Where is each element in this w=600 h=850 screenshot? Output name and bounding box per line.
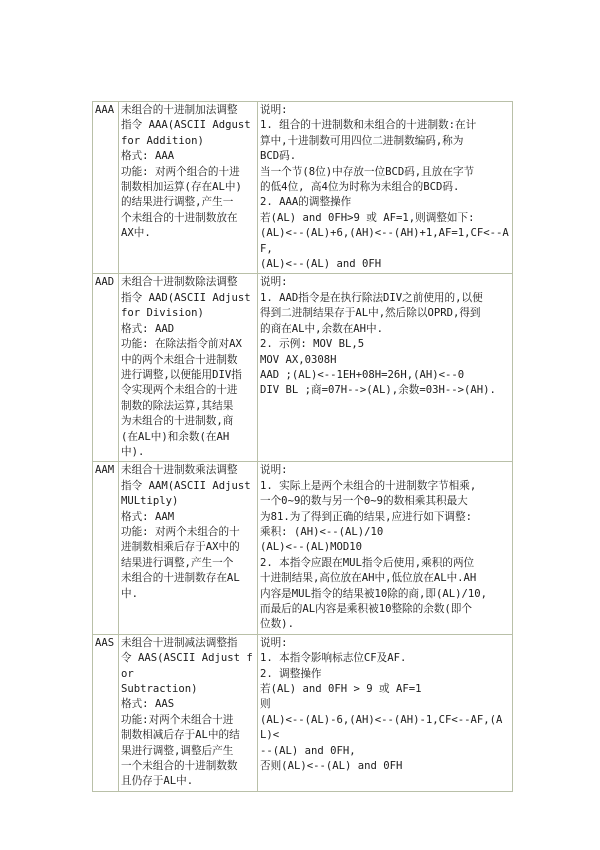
description-line: 进制数相乘后存于AX中的: [121, 541, 240, 554]
notes-line: AAD ;(AL)<--1EH+08H=26H,(AH)<--0: [260, 368, 465, 381]
instruction-notes-cell: [258, 102, 513, 274]
notes-line: 的商在AL中,余数在AH中.: [260, 322, 384, 335]
description-line: Subtraction): [121, 683, 198, 696]
description-line: 一个未组合的十进制数数: [121, 760, 238, 773]
notes-line: 说明:: [260, 464, 288, 477]
notes-line: MOV AX,0308H: [260, 353, 337, 366]
description-line: 指令 AAA(ASCII Adgust: [121, 119, 251, 132]
description-line: 未组合的十进制数存在AL: [121, 572, 240, 585]
notes-line: 得到二进制结果存于AL中,然后除以OPRD,得到: [260, 307, 481, 320]
description-line: 功能: 对两个组合的十进: [121, 165, 240, 178]
description-line: 令 AAS(ASCII Adjust for: [121, 652, 253, 680]
description-line: 功能: 对两个未组合的十: [121, 525, 240, 538]
description-line: 格式: AAM: [121, 510, 175, 523]
description-line: 未组合十进制数除法调整: [121, 276, 238, 289]
notes-line: 若(AL) and 0FH>9 或 AF=1,则调整如下:: [260, 211, 475, 224]
notes-line: 若(AL) and 0FH > 9 或 AF=1: [260, 683, 422, 696]
description-line: for Division): [121, 307, 204, 320]
instruction-code: AAM: [95, 464, 115, 477]
notes-line: 2. 调整操作: [260, 667, 322, 680]
notes-line: 2. 示例: MOV BL,5: [260, 338, 365, 351]
instruction-code: AAD: [95, 276, 115, 289]
notes-line: 说明:: [260, 104, 288, 116]
table-body: [93, 102, 513, 792]
notes-line: 说明:: [260, 276, 288, 289]
notes-line: 1. AAD指令是在执行除法DIV之前使用的,以便: [260, 291, 483, 304]
table-row: [93, 462, 513, 634]
notes-line: 十进制结果,高位放在AH中,低位放在AL中.AH: [260, 572, 477, 585]
description-line: 的结果进行调整,产生一: [121, 196, 234, 209]
notes-line: 算中,十进制数可用四位二进制数编码,称为: [260, 134, 464, 147]
description-line: 个未组合的十进制数放在: [121, 211, 238, 224]
instruction-description-cell: [119, 102, 258, 274]
description-line: 格式: AAS: [121, 698, 175, 711]
notes-line: --(AL) and 0FH,: [260, 744, 356, 757]
notes-line: 的低4位, 高4位为时称为未组合的BCD码.: [260, 181, 460, 194]
description-line: 制数相加运算(存在AL中): [121, 181, 242, 194]
notes-line: 1. 本指令影响标志位CF及AF.: [260, 652, 407, 665]
table-row: [93, 634, 513, 791]
instruction-notes-cell: [258, 274, 513, 462]
notes-line: 2. AAA的调整操作: [260, 196, 352, 209]
description-line: 中.: [121, 587, 138, 600]
description-line: for Addition): [121, 134, 204, 147]
notes-line: 1. 实际上是两个未组合的十进制数字节相乘,: [260, 479, 477, 492]
instruction-code-cell: [93, 634, 119, 791]
notes-line: 2. 本指令应跟在MUL指令后使用,乘积的两位: [260, 556, 475, 569]
description-line: AX中.: [121, 227, 151, 240]
description-line: 指令 AAM(ASCII Adjust: [121, 479, 251, 492]
instruction-code: AAA: [95, 104, 115, 116]
notes-line: 内容是MUL指令的结果被10除的商,即(AL)/10,: [260, 587, 488, 600]
description-line: 格式: AAD: [121, 322, 175, 335]
description-line: 制数相减后存于AL中的结: [121, 729, 240, 742]
description-line: 未组合的十进制加法调整: [121, 104, 238, 116]
instruction-description-cell: [119, 462, 258, 634]
description-line: 果进行调整,调整后产生: [121, 744, 234, 757]
description-line: MULtiply): [121, 495, 179, 508]
description-line: 格式: AAA: [121, 150, 175, 163]
notes-line: 位数).: [260, 618, 294, 631]
notes-line: 而最后的AL内容是乘积被10整除的余数(即个: [260, 603, 472, 615]
description-line: 指令 AAD(ASCII Adjust: [121, 291, 251, 304]
instruction-code-cell: [93, 274, 119, 462]
instruction-code-cell: [93, 102, 119, 274]
notes-line: 1. 组合的十进制数和未组合的十进制数:在计: [260, 119, 477, 132]
instruction-code-cell: [93, 462, 119, 634]
notes-line: (AL)<--(AL)MOD10: [260, 541, 363, 554]
notes-line: 则: [260, 698, 271, 711]
notes-line: DIV BL ;商=07H-->(AL),余数=03H-->(AH).: [260, 384, 496, 397]
notes-line: 当一个节(8位)中存放一位BCD码,且放在字节: [260, 165, 475, 178]
description-line: 结果进行调整,产生一个: [121, 556, 234, 569]
notes-line: BCD码.: [260, 150, 297, 163]
description-line: 未组合十进制减法调整指: [121, 636, 238, 649]
description-line: 功能:对两个未组合十进: [121, 713, 234, 726]
instruction-notes-cell: [258, 462, 513, 634]
notes-line: (AL)<--(AL) and 0FH: [260, 258, 382, 271]
description-line: (在AL中)和余数(在AH: [121, 430, 230, 443]
instruction-notes-cell: [258, 634, 513, 791]
instruction-description-cell: [119, 634, 258, 791]
notes-line: 为81.为了得到正确的结果,应进行如下调整:: [260, 510, 472, 523]
description-line: 且仍存于AL中.: [121, 775, 194, 788]
description-line: 中的两个未组合十进制数: [121, 353, 238, 366]
instruction-description-cell: [119, 274, 258, 462]
notes-line: 说明:: [260, 636, 288, 649]
description-line: 未组合十进制数乘法调整: [121, 464, 238, 477]
description-line: 为未组合的十进制数,商: [121, 415, 234, 428]
notes-line: 否则(AL)<--(AL) and 0FH: [260, 760, 403, 773]
notes-line: (AL)<--(AL)+6,(AH)<--(AH)+1,AF=1,CF<--AF,: [260, 227, 509, 255]
notes-line: (AL)<--(AL)-6,(AH)<--(AH)-1,CF<--AF,(AL)<: [260, 713, 503, 742]
description-line: 制数的除法运算,其结果: [121, 399, 234, 412]
notes-line: 一个0~9的数与另一个0~9的数相乘其积最大: [260, 495, 468, 508]
table-row: [93, 274, 513, 462]
description-line: 功能: 在除法指令前对AX: [121, 338, 242, 351]
description-line: 令实现两个未组合的十进: [121, 384, 238, 397]
instruction-code: AAS: [95, 636, 115, 649]
description-line: 中).: [121, 445, 145, 458]
table-row: [93, 102, 513, 274]
notes-line: 乘积: (AH)<--(AL)/10: [260, 525, 384, 538]
description-line: 进行调整,以便能用DIV指: [121, 368, 242, 381]
instruction-table: [92, 101, 513, 792]
